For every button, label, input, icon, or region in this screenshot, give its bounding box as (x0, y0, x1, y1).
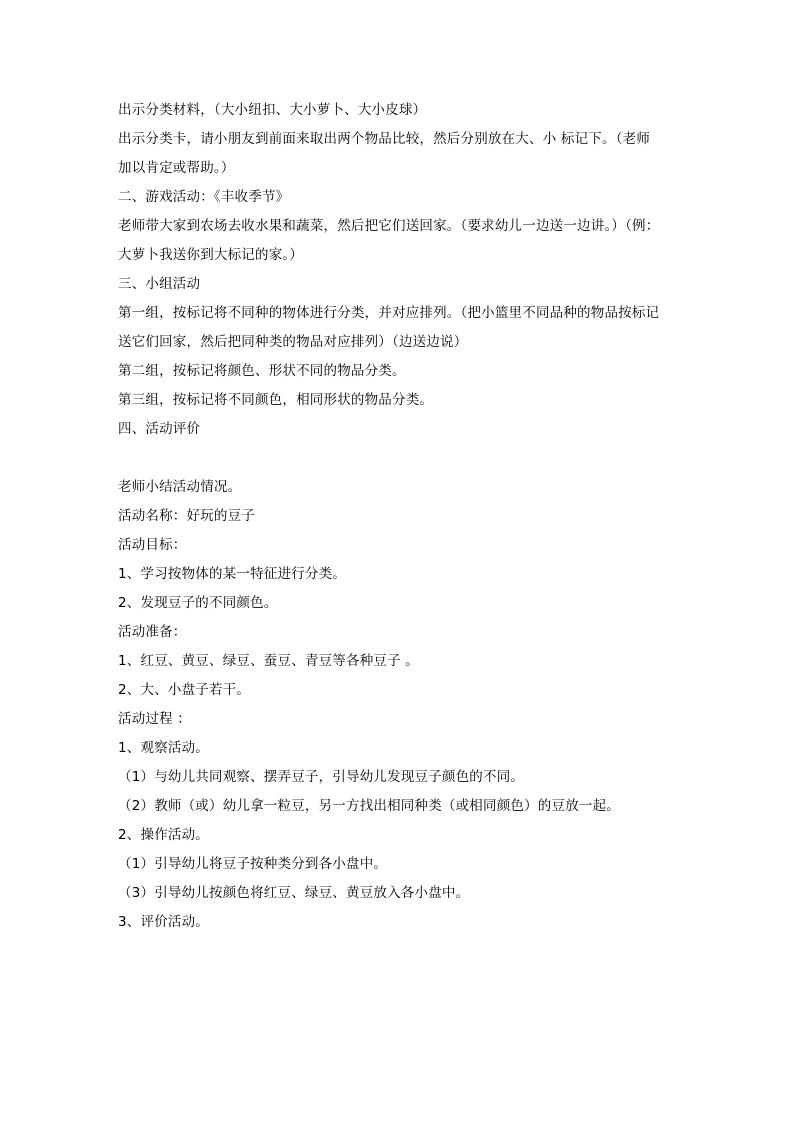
list-item: （1）与幼儿共同观察、摆弄豆子，引导幼儿发现豆子颜色的不同。 (118, 769, 525, 785)
text-line: 送它们回家，然后把同种类的物品对应排列）（边送边说） (118, 334, 468, 350)
text-line: 第三组，按标记将不同颜色，相同形状的物品分类。 (118, 392, 434, 408)
text-line: 老师小结活动情况。 (118, 479, 242, 495)
text-line: 老师带大家到农场去收水果和蔬菜，然后把它们送回家。（要求幼儿一边送一边讲。）（例： (118, 218, 660, 234)
list-item: （2）教师（或）幼儿拿一粒豆，另一方找出相同种类（或相同颜色）的豆放一起。 (118, 798, 620, 814)
section-heading: 二、游戏活动：《丰收季节》 (118, 189, 290, 205)
list-item: 2、发现豆子的不同颜色。 (118, 595, 278, 611)
section-heading: 活动过程 ： (118, 711, 191, 727)
section-heading: 三、小组活动 (118, 276, 201, 292)
section-heading: 活动准备： (118, 624, 187, 640)
activity-title: 活动名称：好玩的豆子 (118, 508, 255, 524)
text-line: 第二组，按标记将颜色、形状不同的物品分类。 (118, 363, 406, 379)
text-line: 出示分类材料，（大小纽扣、大小萝卜、大小皮球） (118, 102, 427, 118)
list-item: （3）引导幼儿按颜色将红豆、绿豆、黄豆放入各小盘中。 (118, 885, 470, 901)
list-item: 3、评价活动。 (118, 914, 209, 930)
list-item: 1、学习按物体的某一特征进行分类。 (118, 566, 346, 582)
section-heading: 活动目标： (118, 537, 187, 553)
section-heading: 四、活动评价 (118, 421, 201, 437)
list-item: 2、大、小盘子若干。 (118, 682, 251, 698)
text-line: 大萝卜我送你到大标记的家。） (118, 247, 304, 263)
text-line: 第一组，按标记将不同种的物体进行分类，并对应排列。（把小篮里不同品种的物品按标记 (118, 305, 660, 321)
list-item: 2、操作活动。 (118, 827, 209, 843)
list-item: 1、红豆、黄豆、绿豆、蚕豆、青豆等各种豆子 。 (118, 653, 419, 669)
list-item: 1、观察活动。 (118, 740, 209, 756)
text-line: 加以肯定或帮助。） (118, 160, 235, 176)
list-item: （1）引导幼儿将豆子按种类分到各小盘中。 (118, 856, 388, 872)
text-line: 出示分类卡，请小朋友到前面来取出两个物品比较，然后分别放在大、小 标记下。（老师 (118, 131, 651, 147)
